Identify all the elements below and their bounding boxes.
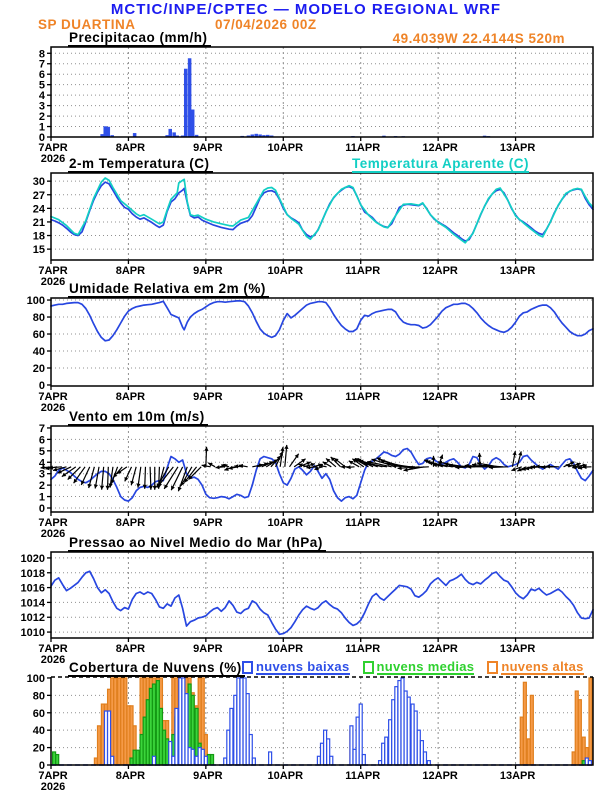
legend-item-nuvens-medias (363, 660, 475, 675)
svg-text:12APR: 12APR (422, 643, 458, 655)
svg-text:0: 0 (38, 502, 45, 515)
svg-text:13APR: 13APR (499, 142, 536, 154)
svg-text:12APR: 12APR (422, 770, 458, 782)
panel-title-clouds: Cobertura de Nuvens (%) (68, 661, 245, 677)
svg-text:0: 0 (38, 132, 45, 144)
svg-text:13APR: 13APR (499, 517, 536, 529)
legend-label: nuvens baixas (256, 659, 350, 674)
panel-title-temperature: 2-m Temperatura (C) (68, 157, 213, 173)
svg-text:18: 18 (32, 230, 45, 243)
svg-text:2: 2 (38, 480, 45, 493)
svg-text:0: 0 (38, 379, 45, 392)
svg-text:12APR: 12APR (422, 265, 458, 277)
svg-text:40: 40 (32, 725, 45, 738)
svg-text:80: 80 (32, 690, 45, 703)
svg-text:12APR: 12APR (422, 517, 458, 529)
svg-text:40: 40 (32, 346, 45, 359)
svg-text:60: 60 (32, 707, 45, 720)
svg-text:7APR: 7APR (38, 517, 68, 529)
svg-text:13APR: 13APR (499, 770, 536, 782)
svg-text:15: 15 (32, 244, 45, 257)
svg-text:0: 0 (38, 760, 45, 772)
svg-text:10APR: 10APR (267, 643, 304, 655)
svg-text:10APR: 10APR (267, 391, 304, 403)
svg-text:8APR: 8APR (115, 643, 146, 655)
svg-text:6: 6 (38, 69, 45, 82)
station-name: SP DUARTINA (38, 17, 136, 32)
svg-text:9APR: 9APR (193, 517, 223, 529)
svg-text:10APR: 10APR (267, 142, 304, 154)
svg-text:11APR: 11APR (345, 770, 381, 782)
svg-text:12APR: 12APR (422, 391, 458, 403)
svg-text:6: 6 (38, 434, 45, 447)
svg-text:1: 1 (38, 491, 45, 504)
svg-text:13APR: 13APR (499, 643, 536, 655)
svg-text:1020: 1020 (20, 552, 45, 565)
svg-text:7APR: 7APR (38, 142, 68, 154)
location-coords: 49.4039W 22.4144S 520m (392, 31, 565, 46)
svg-text:8APR: 8APR (115, 142, 146, 154)
legend-label: nuvens medias (376, 659, 475, 674)
page-title: MCTIC/INPE/CPTEC — MODELO REGIONAL WRF (110, 1, 502, 18)
svg-text:7: 7 (38, 58, 45, 71)
svg-text:3: 3 (38, 100, 45, 113)
svg-text:2026: 2026 (40, 153, 66, 165)
svg-text:27: 27 (32, 189, 45, 202)
svg-text:9APR: 9APR (193, 643, 223, 655)
svg-text:2: 2 (38, 111, 45, 124)
svg-text:7APR: 7APR (38, 265, 68, 277)
svg-text:10APR: 10APR (267, 517, 304, 529)
svg-text:8APR: 8APR (115, 517, 146, 529)
svg-text:100: 100 (26, 295, 45, 308)
svg-text:100: 100 (26, 672, 45, 685)
svg-text:3: 3 (38, 468, 45, 481)
svg-text:10APR: 10APR (267, 265, 304, 277)
svg-text:4: 4 (38, 90, 45, 103)
svg-text:13APR: 13APR (499, 391, 536, 403)
svg-text:1012: 1012 (20, 612, 45, 625)
svg-text:5: 5 (38, 79, 45, 92)
svg-text:11APR: 11APR (345, 643, 381, 655)
svg-text:10APR: 10APR (267, 770, 304, 782)
svg-text:20: 20 (32, 362, 45, 375)
apparent-temp-legend: Temperatura Aparente (C) (352, 156, 530, 171)
low-cloud-swatch-icon (242, 661, 253, 674)
svg-text:2026: 2026 (40, 781, 66, 792)
panel-title-humidity: Umidade Relativa em 2m (%) (68, 282, 269, 298)
svg-text:1016: 1016 (20, 582, 45, 595)
legend-item-nuvens-altas (487, 660, 583, 675)
svg-text:8APR: 8APR (115, 770, 146, 782)
svg-text:11APR: 11APR (345, 517, 381, 529)
svg-text:5: 5 (38, 445, 45, 458)
svg-text:8: 8 (38, 48, 45, 61)
svg-text:7: 7 (38, 422, 45, 435)
svg-text:1010: 1010 (20, 627, 45, 640)
svg-text:9APR: 9APR (193, 770, 223, 782)
svg-text:20: 20 (32, 742, 45, 755)
svg-text:11APR: 11APR (345, 265, 381, 277)
svg-text:1: 1 (38, 121, 45, 134)
svg-text:12APR: 12APR (422, 142, 458, 154)
mid-cloud-swatch-icon (363, 661, 374, 674)
svg-text:7APR: 7APR (38, 770, 68, 782)
panel-title-wind: Vento em 10m (m/s) (68, 410, 208, 426)
cloud-legend (242, 660, 584, 675)
svg-text:1018: 1018 (20, 567, 45, 580)
svg-text:7APR: 7APR (38, 643, 68, 655)
svg-text:30: 30 (32, 176, 45, 189)
svg-text:9APR: 9APR (193, 391, 223, 403)
svg-text:21: 21 (32, 216, 45, 229)
svg-text:13APR: 13APR (499, 265, 536, 277)
svg-text:2026: 2026 (40, 402, 66, 414)
run-datetime: 07/04/2026 00Z (215, 17, 317, 32)
svg-text:9APR: 9APR (193, 142, 223, 154)
svg-text:4: 4 (38, 457, 45, 470)
svg-text:1014: 1014 (20, 597, 45, 610)
svg-text:9APR: 9APR (193, 265, 223, 277)
high-cloud-swatch-icon (487, 661, 498, 674)
panel-title-pressure: Pressao ao Nivel Medio do Mar (hPa) (68, 536, 326, 552)
panel-title-precipitation: Precipitacao (mm/h) (68, 31, 211, 47)
svg-text:2026: 2026 (40, 528, 66, 540)
svg-text:2026: 2026 (40, 654, 66, 666)
svg-text:60: 60 (32, 329, 45, 342)
svg-text:2026: 2026 (40, 276, 66, 288)
svg-text:7APR: 7APR (38, 391, 68, 403)
svg-text:80: 80 (32, 312, 45, 325)
legend-label: nuvens altas (501, 659, 584, 674)
svg-text:8APR: 8APR (115, 265, 146, 277)
svg-text:11APR: 11APR (345, 391, 381, 403)
svg-text:8APR: 8APR (115, 391, 146, 403)
legend-item-nuvens-baixas (242, 660, 350, 675)
svg-text:24: 24 (32, 203, 45, 216)
svg-text:11APR: 11APR (345, 142, 381, 154)
